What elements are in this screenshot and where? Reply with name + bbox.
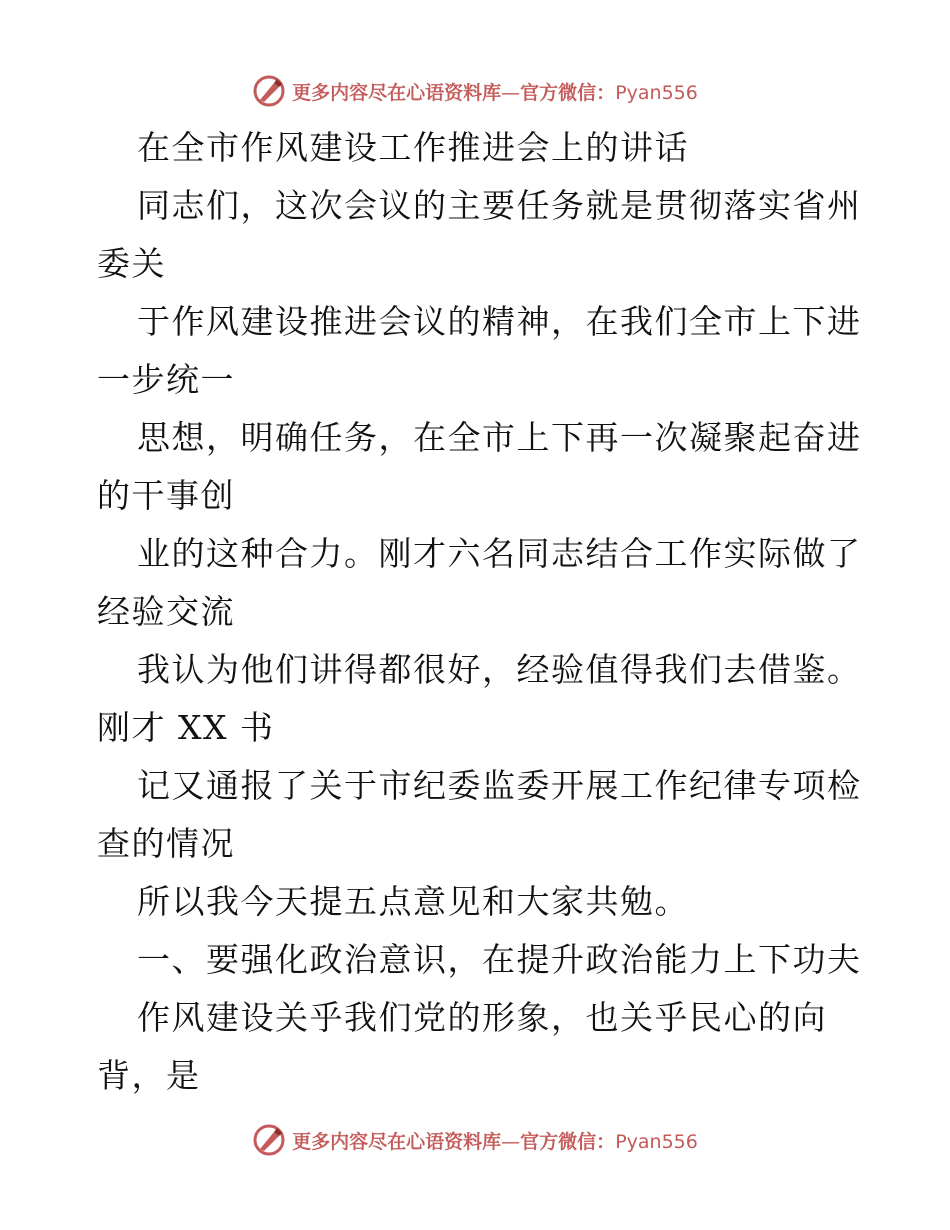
watermark-wechat-id: Pyan556 <box>615 1130 698 1153</box>
watermark-dash: — <box>501 81 521 104</box>
watermark-dash: — <box>501 1130 521 1153</box>
watermark-official-label: 官方微信： <box>520 81 616 104</box>
text-line: 查的情况 <box>97 824 235 863</box>
pen-nib-circle-icon <box>252 1123 286 1157</box>
footer-watermark <box>0 1120 950 1160</box>
text-line: 背，是 <box>97 1056 201 1095</box>
section-heading: 一、要强化政治意识，在提升政治能力上下功夫 <box>137 940 862 979</box>
text-line: 所以我今天提五点意见和大家共勉。 <box>137 882 689 921</box>
text-line: 记又通报了关于市纪委监委开展工作纪律专项检 <box>137 766 862 805</box>
watermark-wechat-id: Pyan556 <box>615 81 698 104</box>
watermark-site-text: 更多内容尽在心语资料库 <box>292 1130 502 1153</box>
text-line: 经验交流 <box>97 592 235 631</box>
text-line: 同志们，这次会议的主要任务就是贯彻落实省州 <box>137 186 862 225</box>
text-line: 的干事创 <box>97 476 235 515</box>
text-line: 于作风建设推进会议的精神，在我们全市上下进 <box>137 302 862 341</box>
watermark-text <box>292 1127 698 1154</box>
text-line: 刚才 XX 书 <box>97 708 275 747</box>
text-line: 委关 <box>97 244 166 283</box>
text-line: 我认为他们讲得都很好，经验值得我们去借鉴。 <box>137 650 862 689</box>
text-line: 业的这种合力。刚才六名同志结合工作实际做了 <box>137 534 862 573</box>
text-line: 作风建设关乎我们党的形象，也关乎民心的向 <box>137 998 827 1037</box>
text-line: 思想，明确任务，在全市上下再一次凝聚起奋进 <box>137 418 862 457</box>
watermark-official-label: 官方微信： <box>520 1130 616 1153</box>
document-title: 在全市作风建设工作推进会上的讲话 <box>137 128 689 167</box>
header-watermark <box>0 71 950 111</box>
watermark-text <box>292 78 698 105</box>
pen-nib-circle-icon <box>252 74 286 108</box>
watermark-site-text: 更多内容尽在心语资料库 <box>292 81 502 104</box>
text-line: 一步统一 <box>97 360 235 399</box>
